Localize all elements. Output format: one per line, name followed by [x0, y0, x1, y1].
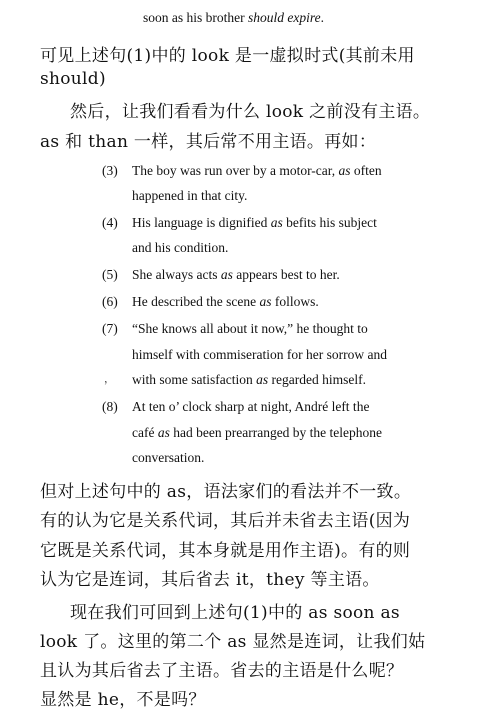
example-line: and his condition.: [132, 240, 229, 255]
example-number: (7): [102, 321, 118, 336]
example-line: His language is dignified as befits his subject: [132, 215, 377, 230]
para3-line-4: 认为它是连词，其后省去 it，they 等主语。: [40, 570, 380, 590]
para3-line-1: 但对上述句中的 as，语法家们的看法并不一致。: [40, 482, 412, 502]
example-number: (6): [102, 294, 118, 309]
para1-line-1: 可见上述句(1)中的 look 是一虚拟时式(其前未用: [40, 46, 415, 66]
para4-line-1: 现在我们可回到上述句(1)中的 as soon as: [70, 603, 400, 623]
example-line: with some satisfaction as regarded himself.: [132, 372, 366, 387]
example-number: (4): [102, 215, 118, 230]
example-line: “She knows all about it now,” he thought to: [132, 321, 368, 336]
example-line: The boy was run over by a motor-car, as often: [132, 163, 382, 178]
example-line: conversation.: [132, 450, 205, 465]
para2-line-1: 然后，让我们看看为什么 look 之前没有主语。: [70, 102, 431, 122]
para2-line-2: as 和 than 一样，其后常不用主语。再如：: [40, 132, 377, 152]
para3-line-2: 有的认为它是关系代词，其后并未省去主语(因为: [40, 511, 411, 531]
para4-line-3: 且认为其后省去了主语。省去的主语是什么呢？: [40, 661, 404, 681]
example-line: himself with commiseration for her sorrow and: [132, 347, 387, 362]
example-number: (5): [102, 267, 118, 282]
para3-line-3: 它既是关系代词，其本身就是用作主语)。有的则: [40, 541, 411, 561]
example-line: She always acts as appears best to her.: [132, 267, 340, 282]
example-line: café as had been prearranged by the telephone: [132, 425, 383, 440]
example-line: happened in that city.: [132, 188, 248, 203]
para4-line-4: 显然是 he，不是吗？: [40, 690, 206, 710]
continued-line: soon as his brother should expire.: [143, 10, 324, 25]
para1-line-2: should): [40, 69, 106, 89]
example-line: He described the scene as follows.: [132, 294, 319, 309]
para4-line-2: look 了。这里的第二个 as 显然是连词，让我们姑: [40, 632, 426, 652]
stray-mark: ，: [104, 372, 115, 385]
example-line: At ten o’ clock sharp at night, André left the: [132, 399, 370, 414]
example-number: (3): [102, 163, 118, 178]
example-number: (8): [102, 399, 118, 414]
